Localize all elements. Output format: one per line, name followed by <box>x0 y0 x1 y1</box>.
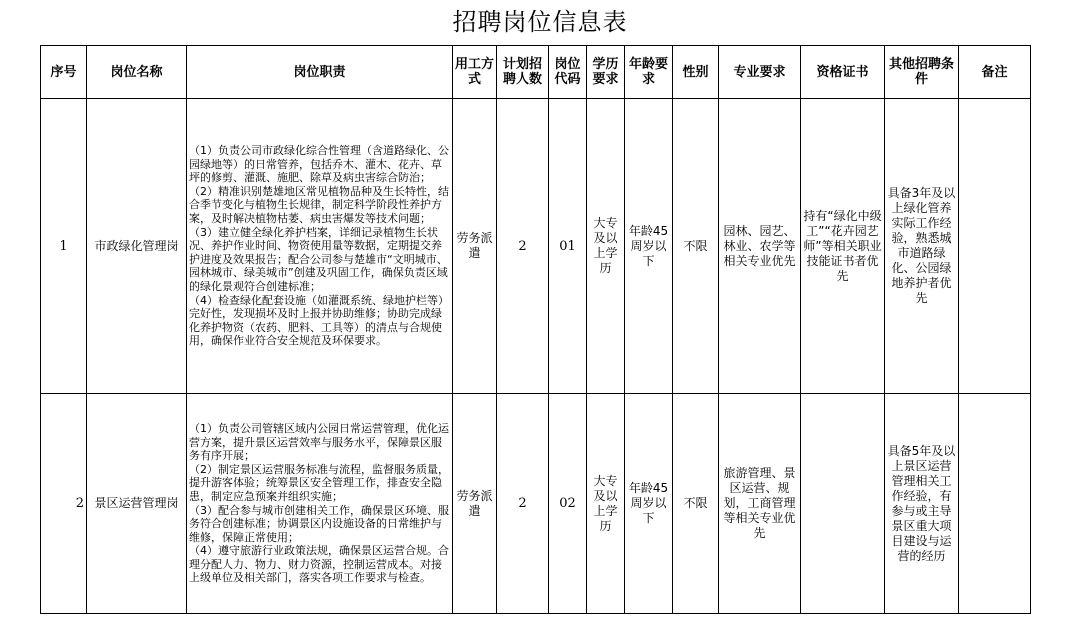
cell-remark <box>959 394 1031 614</box>
col-header-major: 专业要求 <box>719 46 801 99</box>
cell-education: 大专及以上学历 <box>587 99 625 394</box>
table-row <box>41 394 1031 614</box>
cell-gender: 不限 <box>673 394 719 614</box>
col-header-code: 岗位代码 <box>549 46 587 99</box>
cell-headcount: 2 <box>497 394 549 614</box>
cell-position-name: 市政绿化管理岗 <box>87 99 187 394</box>
col-header-headcount: 计划招聘人数 <box>497 46 549 99</box>
cell-duties: （1）负责公司管辖区域内公园日常运营管理，优化运营方案，提升景区运营效率与服务水平，保障景区服务有序开展； （2）制定景区运营服务标准与流程，监督服务质量，提升游客体验；统筹景区安全管理工作，排查安全隐患，制定应急预案并组织实施； （3）配合参与城市创建相关工作，确保景区环境、服务符合创建标准；协调景区内设施设备的日常维护与维修，保障正常使用； （4）遵守旅游行业政策法规，确保景区运营合规。合理分配人力、物力、财力资源，控制运营成本。对接上级单位及相关部门，落实各项工作要求与检查。 <box>187 394 453 614</box>
cell-duties: （1）负责公司市政绿化综合性管理（含道路绿化、公园绿地等）的日常管养，包括乔木、灌木、花卉、草坪的修剪、灌溉、施肥、除草及病虫害综合防治； （2）精准识别楚雄地区常见植物品种及生长特性，结合季节变化与植物生长规律，制定科学阶段性养护方案，及时解决植物枯萎、病虫害爆发等技术问题； （3）建立健全绿化养护档案，详细记录植物生长状况、养护作业时间、物资使用量等数据，定期提交养护进度及效果报告；配合公司参与楚雄市“文明城市、园林城市、绿美城市”创建及巩固工作，确保负责区域的绿化景观符合创建标准； （4）检查绿化配套设施（如灌溉系统、绿地护栏等）完好性，发现损坏及时上报并协助维修；协助完成绿化养护物资（农药、肥料、工具等）的清点与合规使用，确保作业符合安全规范及环保要求。 <box>187 99 453 394</box>
page-title: 招聘岗位信息表 <box>452 8 628 36</box>
table-row <box>41 99 1031 394</box>
cell-gender: 不限 <box>673 99 719 394</box>
cell-remark <box>959 99 1031 394</box>
col-header-certificate: 资格证书 <box>801 46 885 99</box>
cell-position-name: 景区运营管理岗 <box>87 394 187 614</box>
cell-major: 园林、园艺、林业、农学等相关专业优先 <box>719 99 801 394</box>
col-header-duties: 岗位职责 <box>187 46 453 99</box>
col-header-employment: 用工方式 <box>453 46 497 99</box>
table-header-row <box>41 46 1031 99</box>
col-header-age: 年龄要求 <box>625 46 673 99</box>
col-header-remark: 备注 <box>959 46 1031 99</box>
col-header-index: 序号 <box>41 46 87 99</box>
cell-code: 02 <box>549 394 587 614</box>
col-header-name: 岗位名称 <box>87 46 187 99</box>
cell-other: 具备3年及以上绿化管养实际工作经验，熟悉城市道路绿化、公园绿地养护者优先 <box>885 99 959 394</box>
cell-age: 年龄45周岁以下 <box>625 394 673 614</box>
cell-education: 大专及以上学历 <box>587 394 625 614</box>
cell-index: 2 <box>41 394 87 614</box>
cell-age: 年龄45周岁以下 <box>625 99 673 394</box>
col-header-other: 其他招聘条件 <box>885 46 959 99</box>
cell-headcount: 2 <box>497 99 549 394</box>
col-header-education: 学历要求 <box>587 46 625 99</box>
cell-other: 具备5年及以上景区运营管理相关工作经验，有参与或主导景区重大项目建设与运营的经历 <box>885 394 959 614</box>
cell-certificate: 持有“绿化中级工”“花卉园艺师”等相关职业技能证书者优先 <box>801 99 885 394</box>
cell-certificate <box>801 394 885 614</box>
recruitment-table <box>40 45 1031 614</box>
cell-major: 旅游管理、景区运营、规划，工商管理等相关专业优先 <box>719 394 801 614</box>
col-header-gender: 性别 <box>673 46 719 99</box>
cell-code: 01 <box>549 99 587 394</box>
cell-employment: 劳务派遣 <box>453 99 497 394</box>
cell-index: 1 <box>41 99 87 394</box>
cell-employment: 劳务派遣 <box>453 394 497 614</box>
